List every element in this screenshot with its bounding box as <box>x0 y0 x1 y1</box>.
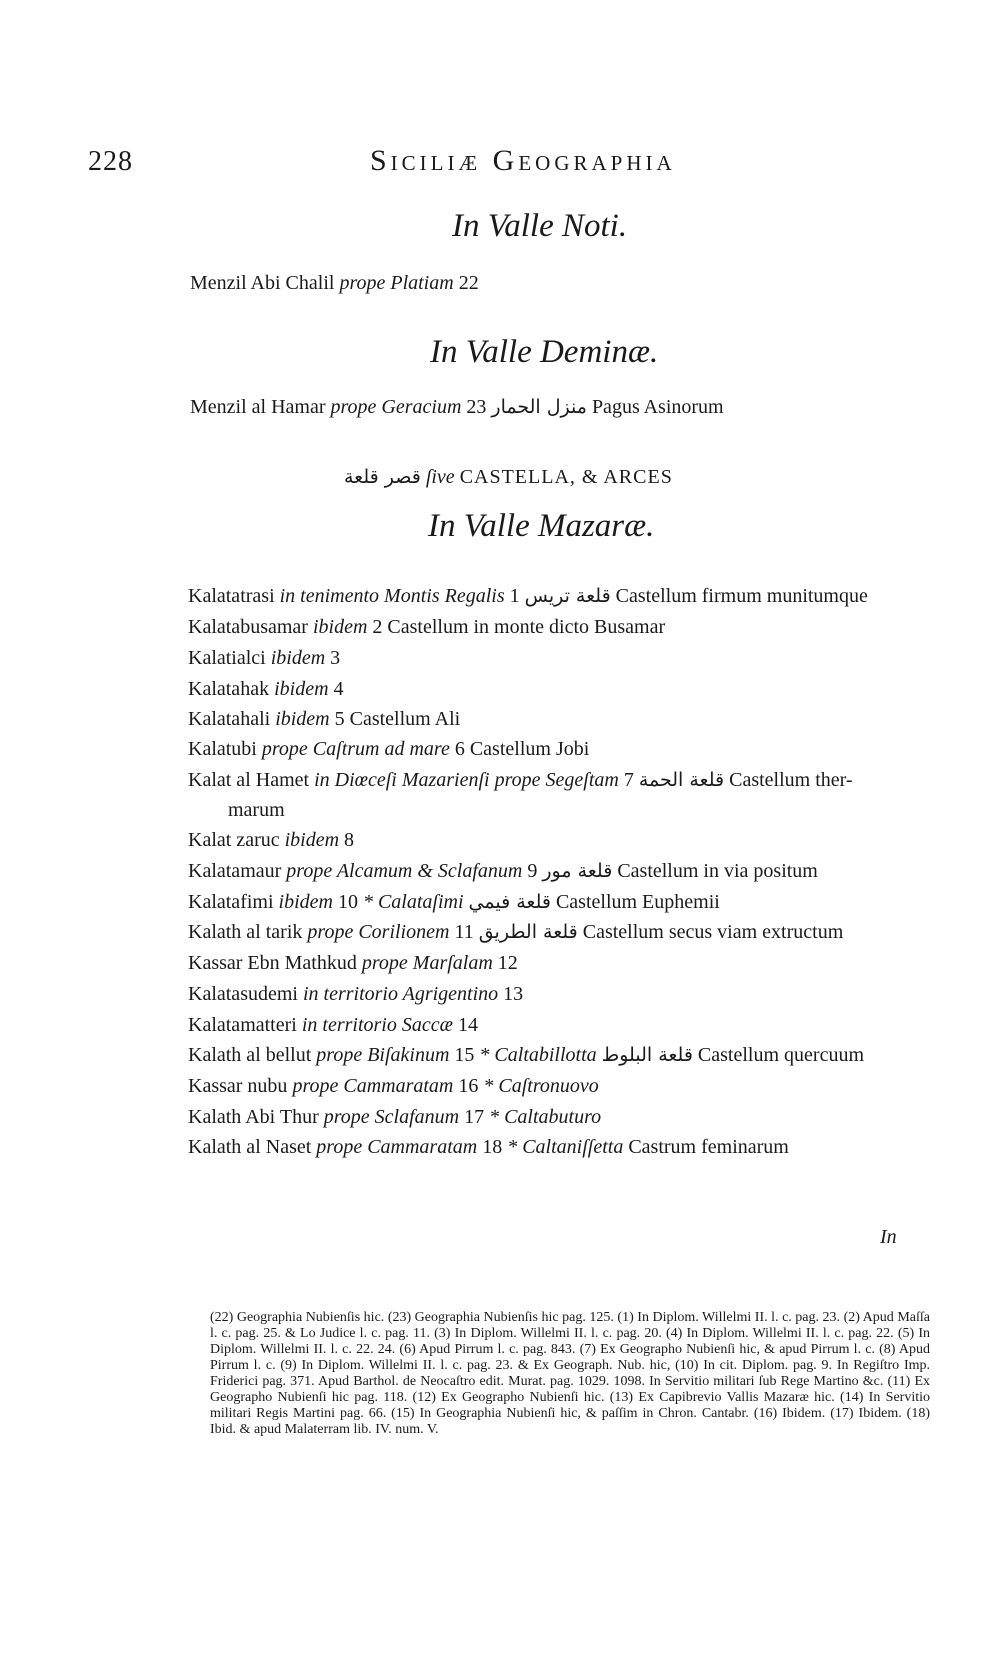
entry-name: Kalatabusamar <box>188 616 308 638</box>
entry-number: 3 <box>330 647 341 669</box>
entry-arabic: قلعة تريس <box>524 585 611 607</box>
entry-arabic: قلعة فيمي <box>468 891 551 913</box>
entry-meaning: Castellum Jobi <box>469 738 590 760</box>
entry-arabic: منزل الحمار <box>491 396 587 418</box>
entry-meaning: Castrum feminarum <box>628 1136 789 1158</box>
entry-meaning: Castellum in monte dicto Busamar <box>387 616 666 638</box>
entry-modern-name: * Caltabuturo <box>489 1106 602 1128</box>
heading-valle-noti: In Valle Noti. <box>452 208 628 244</box>
entry-number: 14 <box>457 1014 478 1036</box>
castella-title <box>344 466 673 489</box>
entry-noti-22 <box>190 272 479 295</box>
entry-location: prope Sclafanum <box>323 1106 460 1128</box>
entry-name: Kassar nubu <box>188 1075 288 1097</box>
entry-number: 12 <box>497 952 518 974</box>
entry-name: Kalat al Hamet <box>188 769 310 791</box>
entry-location: prope Caſtrum ad mare <box>261 738 450 760</box>
entry-name: Kalatahak <box>188 678 270 700</box>
entry-arabic: قلعة البلوط <box>601 1044 693 1066</box>
entry-name: Kalatubi <box>188 738 257 760</box>
entry-meaning: Castellum secus viam extructum <box>582 921 844 943</box>
castella-arabic: قصر قلعة <box>344 466 421 488</box>
entry-modern-name: * Caltaniſſetta <box>507 1136 624 1158</box>
castella-text: CASTELLA, & ARCES <box>459 466 673 488</box>
entry-number: 10 <box>337 891 358 913</box>
entry-location: prope Biſakinum <box>316 1044 450 1066</box>
entry-location: prope Alcamum & Sclafanum <box>286 860 523 882</box>
entry-location: in Diœceſi Mazarienſi prope Segeſtam <box>314 769 619 791</box>
entry-name: Kalatahali <box>188 708 271 730</box>
entry-location: ibidem <box>274 678 329 700</box>
entry-number: 2 <box>372 616 383 638</box>
heading-valle-deminae: In Valle Deminæ. <box>430 334 659 370</box>
entry-meaning: Castellum Ali <box>349 708 461 730</box>
footnotes: (22) Geographia Nubienſis hic. (23) Geographia Nubienſis hic pag. 125. (1) In Diplom. Willelmi II. l. c. pag. 23. (2) Apud Maſſa l. c. pag. 25. & Lo Judice l. c. pag. 11. (3) In Diplom. Willelmi II. l. c. pag. 20. (4) In Diplom. Willelmi II. l. c. pag. 22. (5) In Diplom. Willelmi II. l. c. 22. 24. (6) Apud Pirrum l. c. pag. 843. (7) Ex Geographo Nubienſi hic, & apud Pirrum l. c. (8) Apud Pirrum l. c. (9) In Diplom. Willelmi II. l. c. pag. 23. & Ex Geograph. Nub. hic, (10) In cit. Diplom. pag. 9. In Regiſtro Imp. Friderici pag. 371. Apud Barthol. de Neocaſtro edit. Murat. pag. 1029. 1098. In Servitio militari ſub Rege Martino &c. (11) Ex Geographo Nubienſi hic pag. 118. (12) Ex Geographo Nubienſi hic. (13) Ex Capibrevio Vallis Mazaræ hic. (14) In Servitio militari Regis Martini pag. 66. (15) In Geographia Nubienſi hic, & paſſim in Chron. Cantabr. (16) Ibidem. (17) Ibidem. (18) Ibid. & apud Malaterram lib. IV. num. V. <box>210 1310 930 1437</box>
entry-meaning: Castellum Euphemii <box>555 891 720 913</box>
entry-location: prope Cammaratam <box>316 1136 478 1158</box>
entry-location: ibidem <box>275 708 330 730</box>
castella-sive: ſive <box>425 466 455 488</box>
entry-location: prope Geracium <box>330 396 462 418</box>
entry-mazara-4 <box>188 678 344 701</box>
entry-location: prope Platiam <box>339 272 454 294</box>
entry-name: Kalath Abi Thur <box>188 1106 319 1128</box>
entry-number: 1 <box>509 585 520 607</box>
entry-number: 7 <box>623 769 634 791</box>
entry-name: Kalath al Naset <box>188 1136 312 1158</box>
entry-arabic: قلعة الحمة <box>638 769 725 791</box>
entry-arabic: قلعة مور <box>542 860 613 882</box>
entry-number: 15 <box>454 1044 475 1066</box>
entry-location: ibidem <box>284 829 340 851</box>
entry-arabic: قلعة الطريق <box>478 921 578 943</box>
entry-number: 6 <box>454 738 465 760</box>
entry-name: Kalatialci <box>188 647 266 669</box>
entry-name: Kalatatrasi <box>188 585 275 607</box>
entry-number: 16 <box>458 1075 479 1097</box>
entry-mazara-16 <box>188 1075 599 1098</box>
entry-mazara-11 <box>188 921 843 944</box>
entry-name: Kalat zaruc <box>188 829 280 851</box>
entry-name: Kassar Ebn Mathkud <box>188 952 357 974</box>
entry-mazara-18 <box>188 1136 789 1159</box>
entry-name: Kalath al tarik <box>188 921 303 943</box>
entry-mazara-13 <box>188 983 523 1006</box>
entry-location: prope Cammaratam <box>292 1075 454 1097</box>
entry-number: 13 <box>503 983 524 1005</box>
entry-name: Kalatasudemi <box>188 983 298 1005</box>
entry-location: prope Marſalam <box>361 952 493 974</box>
entry-name: Menzil Abi Chalil <box>190 272 335 294</box>
entry-name: Menzil al Hamar <box>190 396 326 418</box>
entry-number: 22 <box>458 272 479 294</box>
entry-location: ibidem <box>312 616 368 638</box>
entry-mazara-7 <box>188 769 853 792</box>
entry-number: 23 <box>466 396 487 418</box>
page-number: 228 <box>88 146 133 177</box>
entry-number: 4 <box>333 678 344 700</box>
entry-number: 9 <box>527 860 538 882</box>
entry-number: 17 <box>464 1106 485 1128</box>
entry-mazara-10 <box>188 891 720 914</box>
entry-location: in tenimento Montis Regalis <box>279 585 505 607</box>
entry-mazara-7-continuation: marum <box>228 799 285 821</box>
entry-mazara-8 <box>188 829 354 852</box>
heading-valle-mazarae: In Valle Mazaræ. <box>428 508 655 544</box>
entry-mazara-14 <box>188 1014 478 1037</box>
entry-name: Kalatamatteri <box>188 1014 297 1036</box>
entry-mazara-3 <box>188 647 340 670</box>
entry-meaning: Pagus Asinorum <box>591 396 724 418</box>
entry-number: 11 <box>454 921 474 943</box>
entry-location: in territorio Agrigentino <box>302 983 499 1005</box>
entry-mazara-6 <box>188 738 589 761</box>
entry-meaning: Castellum in via positum <box>617 860 818 882</box>
entry-location: ibidem <box>270 647 326 669</box>
entry-mazara-9 <box>188 860 818 883</box>
entry-meaning: Castellum firmum munitumque <box>615 585 868 607</box>
entry-modern-name: * Calataſimi <box>362 891 464 913</box>
entry-number: 18 <box>482 1136 503 1158</box>
entry-mazara-12 <box>188 952 518 975</box>
entry-name: Kalatamaur <box>188 860 282 882</box>
entry-number: 8 <box>344 829 355 851</box>
entry-location: prope Corilionem <box>307 921 450 943</box>
entry-mazara-1 <box>188 585 868 608</box>
entry-name: Kalath al bellut <box>188 1044 312 1066</box>
entry-modern-name: * Caſtronuovo <box>483 1075 599 1097</box>
entry-demina-23 <box>190 396 724 419</box>
running-head: Siciliæ Geographia <box>370 144 676 177</box>
entry-mazara-5 <box>188 708 460 731</box>
catchword: In <box>880 1226 897 1248</box>
entry-meaning: Castellum quercuum <box>697 1044 864 1066</box>
entry-location: in territorio Saccæ <box>301 1014 453 1036</box>
entry-modern-name: * Caltabillotta <box>479 1044 597 1066</box>
entry-location: ibidem <box>278 891 333 913</box>
entry-meaning: Castellum ther- <box>729 769 853 791</box>
entry-mazara-15 <box>188 1044 864 1067</box>
entry-number: 5 <box>334 708 345 730</box>
entry-mazara-2 <box>188 616 665 639</box>
entry-mazara-17 <box>188 1106 601 1129</box>
entry-name: Kalatafimi <box>188 891 274 913</box>
